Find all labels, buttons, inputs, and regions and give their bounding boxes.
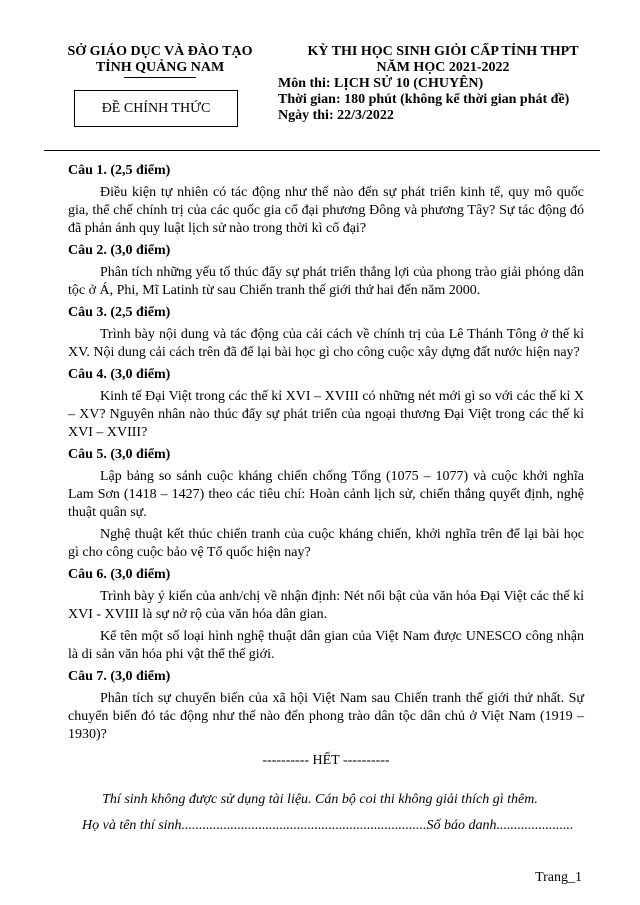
question-2 bbox=[68, 242, 584, 300]
question-title: Câu 7. (3,0 điểm) bbox=[68, 669, 171, 684]
header-divider bbox=[44, 150, 600, 151]
department-name: SỞ GIÁO DỤC VÀ ĐÀO TẠO bbox=[67, 44, 253, 59]
province-name: TỈNH QUẢNG NAM bbox=[95, 60, 225, 75]
exam-rules-note: Thí sinh không được sử dụng tài liệu. Cán bộ coi thi không giải thích gì thêm. bbox=[102, 792, 538, 807]
question-text: Phân tích sự chuyển biến của xã hội Việt Nam sau Chiến tranh thế giới thứ nhất. Sự chuyển biến đó tác động như thế nào đến phong trào dân tộc dân chủ ở Việt Nam (1919 – 1930)? bbox=[68, 691, 584, 742]
page-number: Trang_1 bbox=[535, 870, 582, 885]
question-6 bbox=[68, 566, 584, 664]
exam-subject: Môn thi: LỊCH SỬ 10 (CHUYÊN) bbox=[278, 76, 484, 91]
question-text: Trình bày ý kiến của anh/chị về nhận định: Nét nổi bật của văn hóa Đại Việt các thế kỉ XVI - XVIII là sự nở rộ của văn hóa dân gian. bbox=[68, 589, 584, 622]
question-title: Câu 1. (2,5 điểm) bbox=[68, 163, 171, 178]
question-5 bbox=[68, 446, 584, 562]
exam-title: KỲ THI HỌC SINH GIỎI CẤP TỈNH THPT bbox=[307, 44, 579, 59]
department-header bbox=[60, 44, 260, 76]
school-year: NĂM HỌC 2021-2022 bbox=[376, 60, 510, 75]
official-exam-box bbox=[74, 90, 238, 127]
official-exam-label: ĐỀ CHÍNH THỨC bbox=[101, 100, 211, 116]
questions-section bbox=[68, 158, 584, 770]
question-text: Phân tích những yếu tố thúc đẩy sự phát triển thắng lợi của phong trào giải phóng dân tộc ở Á, Phi, Mĩ Latinh từ sau Chiến tranh thế giới thứ hai đến năm 2000. bbox=[68, 265, 584, 298]
exam-info-header bbox=[278, 44, 608, 124]
question-7 bbox=[68, 668, 584, 744]
exam-duration: Thời gian: 180 phút (không kể thời gian phát đề) bbox=[278, 92, 570, 107]
question-title: Câu 4. (3,0 điểm) bbox=[68, 367, 171, 382]
question-text: Kinh tế Đại Việt trong các thế kỉ XVI – XVIII có những nét mới gì so với các thế kỉ X – XV? Nguyên nhân nào thúc đẩy sự phát triển của ngoại thương Đại Việt trong các thế kỉ XVI – XVIII? bbox=[68, 389, 584, 440]
question-title: Câu 3. (2,5 điểm) bbox=[68, 305, 171, 320]
candidate-info-line: Họ và tên thí sinh......................................................................Số báo danh...................... bbox=[82, 818, 574, 833]
question-title: Câu 5. (3,0 điểm) bbox=[68, 447, 171, 462]
end-of-exam-mark: ---------- HẾT ---------- bbox=[262, 753, 390, 768]
question-1 bbox=[68, 162, 584, 238]
exam-date: Ngày thi: 22/3/2022 bbox=[278, 108, 394, 123]
question-title: Câu 6. (3,0 điểm) bbox=[68, 567, 171, 582]
question-text: Trình bày nội dung và tác động của cải cách về chính trị của Lê Thánh Tông ở thế kỉ XV. Nội dung cải cách trên đã để lại bài học gì cho công cuộc xây dựng đất nước hiện nay? bbox=[68, 327, 584, 360]
question-3 bbox=[68, 304, 584, 362]
question-text: Lập bảng so sánh cuộc kháng chiến chống Tống (1075 – 1077) và cuộc khởi nghĩa Lam Sơn (1418 – 1427) theo các tiêu chí: Hoàn cảnh lịch sử, chiến thắng quyết định, nghệ thuật quân sự. bbox=[68, 469, 584, 520]
question-title: Câu 2. (3,0 điểm) bbox=[68, 243, 171, 258]
question-text: Nghệ thuật kết thúc chiến tranh của cuộc kháng chiến, khởi nghĩa trên để lại bài học gì cho công cuộc bảo vệ Tổ quốc hiện nay? bbox=[68, 527, 584, 560]
question-4 bbox=[68, 366, 584, 442]
question-text: Điều kiện tự nhiên có tác động như thế nào đến sự phát triển kinh tế, quy mô quốc gia, thể chế chính trị của các quốc gia cổ đại phương Đông và phương Tây? Sự tác động đó đã phản ánh quy luật lịch sử nào trong thời kì cổ đại? bbox=[68, 185, 584, 236]
question-text: Kể tên một số loại hình nghệ thuật dân gian của Việt Nam được UNESCO công nhận là di sản văn hóa phi vật thể thế giới. bbox=[68, 629, 584, 662]
